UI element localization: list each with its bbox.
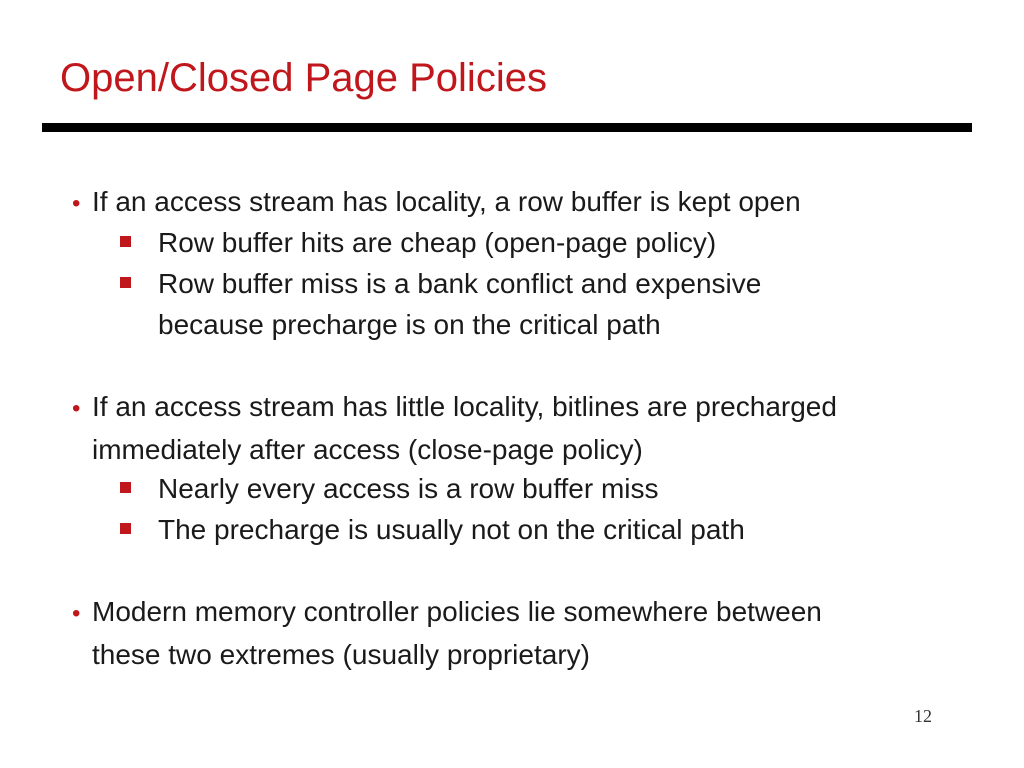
bullet-1 xyxy=(72,181,972,224)
page-number: 12 xyxy=(914,706,932,726)
bullet-2-sub-2-line-1: The precharge is usually not on the critical path xyxy=(120,509,980,550)
slide-title: Open/Closed Page Policies xyxy=(60,56,547,100)
bullet-2-line-1: • If an access stream has little locality, bitlines are precharged xyxy=(72,386,972,429)
square-bullet-icon xyxy=(120,236,131,247)
bullet-3 xyxy=(72,591,972,675)
bullet-1-line-1: • If an access stream has locality, a row buffer is kept open xyxy=(72,181,972,224)
bullet-dot-icon: • xyxy=(72,600,81,627)
bullet-dot-icon: • xyxy=(72,395,81,422)
bullet-1-sub-1-line-1: Row buffer hits are cheap (open-page policy) xyxy=(120,222,980,263)
bullet-1-sub-2 xyxy=(120,263,980,345)
bullet-1-sub-2-line-1: Row buffer miss is a bank conflict and expensive xyxy=(120,263,980,304)
bullet-dot-icon: • xyxy=(72,190,81,217)
bullet-2-line-2: immediately after access (close-page policy) xyxy=(92,434,643,465)
bullet-3-line-2: these two extremes (usually proprietary) xyxy=(92,639,590,670)
bullet-3-line-1: • Modern memory controller policies lie somewhere between xyxy=(72,591,972,634)
bullet-1-sub-1 xyxy=(120,222,980,263)
bullet-2-sub-1-line-1: Nearly every access is a row buffer miss xyxy=(120,468,980,509)
bullet-1-sub-2-line-2: because precharge is on the critical path xyxy=(158,309,661,340)
square-bullet-icon xyxy=(120,277,131,288)
title-divider xyxy=(42,123,972,132)
square-bullet-icon xyxy=(120,482,131,493)
bullet-2 xyxy=(72,386,972,470)
bullet-2-sub-2 xyxy=(120,509,980,550)
square-bullet-icon xyxy=(120,523,131,534)
bullet-2-sub-1 xyxy=(120,468,980,509)
